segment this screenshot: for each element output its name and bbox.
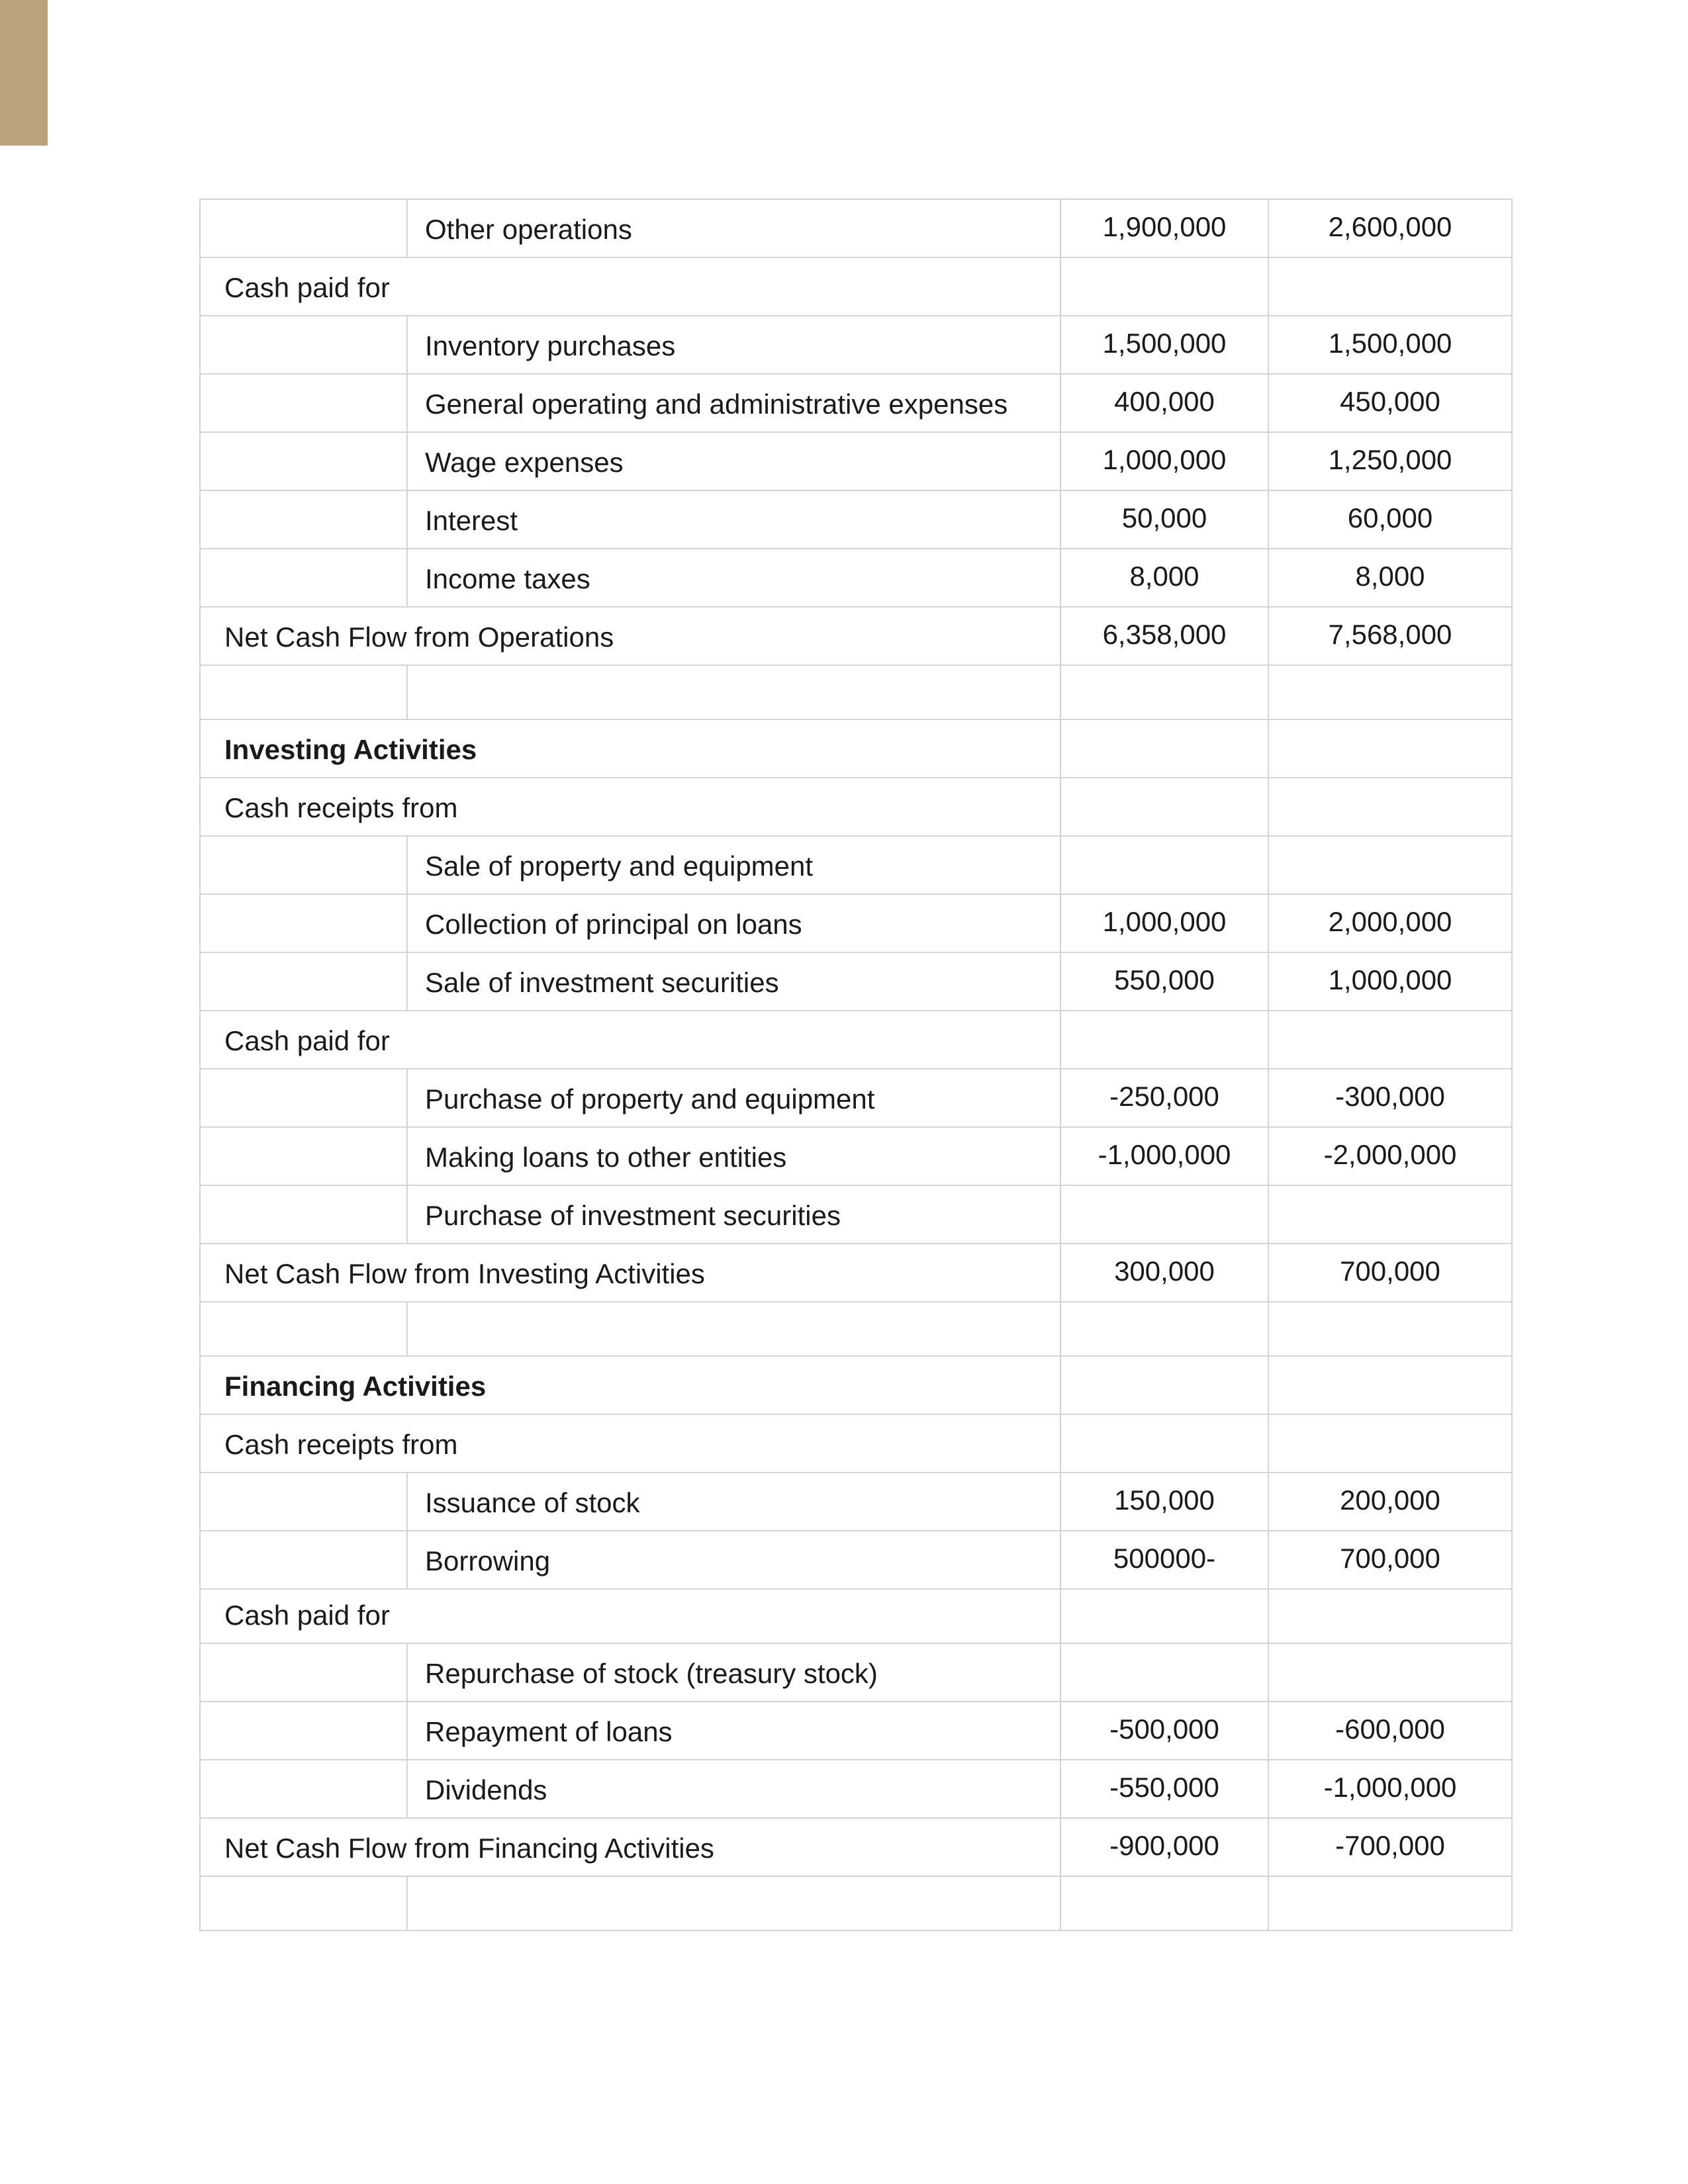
line-item-label: General operating and administrative expenses bbox=[407, 374, 1060, 432]
table-row bbox=[200, 836, 1512, 894]
line-item-label: Sale of investment securities bbox=[407, 952, 1060, 1011]
corner-tab-decoration bbox=[0, 0, 48, 146]
table-row bbox=[200, 778, 1512, 836]
line-item-label: Sale of property and equipment bbox=[407, 836, 1060, 894]
line-item-label: Collection of principal on loans bbox=[407, 894, 1060, 952]
value-col-1: 300,000 bbox=[1060, 1244, 1268, 1302]
table-row bbox=[200, 1011, 1512, 1069]
value-col-1 bbox=[1060, 1356, 1268, 1414]
value-col-1 bbox=[1060, 1643, 1268, 1702]
total-label: Net Cash Flow from Operations bbox=[200, 607, 1060, 665]
table-row bbox=[200, 432, 1512, 490]
value-col-2: 2,600,000 bbox=[1268, 199, 1512, 257]
table-row bbox=[200, 490, 1512, 549]
value-col-2: 200,000 bbox=[1268, 1473, 1512, 1531]
indent-cell bbox=[200, 374, 407, 432]
indent-cell bbox=[200, 1185, 407, 1244]
value-col-1: 500000- bbox=[1060, 1531, 1268, 1589]
indent-cell bbox=[200, 490, 407, 549]
indent-cell bbox=[200, 199, 407, 257]
indent-cell bbox=[200, 316, 407, 374]
table-row bbox=[200, 719, 1512, 778]
indent-cell bbox=[200, 549, 407, 607]
value-col-1 bbox=[1060, 1589, 1268, 1643]
table-row bbox=[200, 1356, 1512, 1414]
value-col-2 bbox=[1268, 1589, 1512, 1643]
group-label: Cash paid for bbox=[200, 257, 1060, 316]
line-item-label: Income taxes bbox=[407, 549, 1060, 607]
group-label: Cash paid for bbox=[200, 1011, 1060, 1069]
blank-cell bbox=[1268, 1876, 1512, 1931]
indent-cell bbox=[200, 1643, 407, 1702]
value-col-2: -700,000 bbox=[1268, 1818, 1512, 1876]
blank-cell bbox=[200, 665, 407, 719]
table-row bbox=[200, 1531, 1512, 1589]
value-col-1 bbox=[1060, 1185, 1268, 1244]
table-row bbox=[200, 1818, 1512, 1876]
table-row bbox=[200, 1589, 1512, 1643]
value-col-2 bbox=[1268, 257, 1512, 316]
value-col-1 bbox=[1060, 257, 1268, 316]
value-col-2: -300,000 bbox=[1268, 1069, 1512, 1127]
value-col-1 bbox=[1060, 1011, 1268, 1069]
value-col-2 bbox=[1268, 1356, 1512, 1414]
value-col-1: 400,000 bbox=[1060, 374, 1268, 432]
line-item-label: Repurchase of stock (treasury stock) bbox=[407, 1643, 1060, 1702]
table-row bbox=[200, 1069, 1512, 1127]
value-col-2: 7,568,000 bbox=[1268, 607, 1512, 665]
section-heading: Investing Activities bbox=[200, 719, 1060, 778]
table-row bbox=[200, 1760, 1512, 1818]
blank-cell bbox=[1060, 1876, 1268, 1931]
value-col-2: -600,000 bbox=[1268, 1702, 1512, 1760]
line-item-label: Inventory purchases bbox=[407, 316, 1060, 374]
table-row bbox=[200, 1414, 1512, 1473]
table-row bbox=[200, 1702, 1512, 1760]
value-col-2: 1,000,000 bbox=[1268, 952, 1512, 1011]
line-item-label: Issuance of stock bbox=[407, 1473, 1060, 1531]
value-col-1: 1,900,000 bbox=[1060, 199, 1268, 257]
line-item-label: Wage expenses bbox=[407, 432, 1060, 490]
value-col-1: 1,000,000 bbox=[1060, 432, 1268, 490]
value-col-2: 1,500,000 bbox=[1268, 316, 1512, 374]
indent-cell bbox=[200, 432, 407, 490]
table-row bbox=[200, 1185, 1512, 1244]
total-label: Net Cash Flow from Financing Activities bbox=[200, 1818, 1060, 1876]
table-row bbox=[200, 1473, 1512, 1531]
table-row bbox=[200, 549, 1512, 607]
indent-cell bbox=[200, 1127, 407, 1185]
indent-cell bbox=[200, 1702, 407, 1760]
indent-cell bbox=[200, 1531, 407, 1589]
blank-cell bbox=[1060, 1302, 1268, 1356]
value-col-2: -2,000,000 bbox=[1268, 1127, 1512, 1185]
indent-cell bbox=[200, 1760, 407, 1818]
value-col-1 bbox=[1060, 719, 1268, 778]
value-col-1: -1,000,000 bbox=[1060, 1127, 1268, 1185]
blank-cell bbox=[200, 1302, 407, 1356]
blank-cell bbox=[407, 1302, 1060, 1356]
table-row bbox=[200, 665, 1512, 719]
value-col-2 bbox=[1268, 1414, 1512, 1473]
group-label: Cash paid for bbox=[200, 1589, 1060, 1643]
table-row bbox=[200, 374, 1512, 432]
indent-cell bbox=[200, 952, 407, 1011]
indent-cell bbox=[200, 894, 407, 952]
value-col-2: 1,250,000 bbox=[1268, 432, 1512, 490]
value-col-1: 150,000 bbox=[1060, 1473, 1268, 1531]
value-col-2: 450,000 bbox=[1268, 374, 1512, 432]
table-row bbox=[200, 1127, 1512, 1185]
line-item-label: Purchase of property and equipment bbox=[407, 1069, 1060, 1127]
blank-cell bbox=[407, 665, 1060, 719]
value-col-2 bbox=[1268, 719, 1512, 778]
table-row bbox=[200, 952, 1512, 1011]
line-item-label: Making loans to other entities bbox=[407, 1127, 1060, 1185]
value-col-1: 550,000 bbox=[1060, 952, 1268, 1011]
value-col-1: 1,000,000 bbox=[1060, 894, 1268, 952]
value-col-1: -550,000 bbox=[1060, 1760, 1268, 1818]
section-heading: Financing Activities bbox=[200, 1356, 1060, 1414]
value-col-2: -1,000,000 bbox=[1268, 1760, 1512, 1818]
table-row bbox=[200, 1302, 1512, 1356]
blank-cell bbox=[1268, 665, 1512, 719]
table-row bbox=[200, 894, 1512, 952]
value-col-2 bbox=[1268, 1643, 1512, 1702]
line-item-label: Dividends bbox=[407, 1760, 1060, 1818]
table-row bbox=[200, 199, 1512, 257]
indent-cell bbox=[200, 1473, 407, 1531]
value-col-1: 1,500,000 bbox=[1060, 316, 1268, 374]
blank-cell bbox=[200, 1876, 407, 1931]
total-label: Net Cash Flow from Investing Activities bbox=[200, 1244, 1060, 1302]
value-col-1: -500,000 bbox=[1060, 1702, 1268, 1760]
table-row bbox=[200, 1244, 1512, 1302]
table-row bbox=[200, 1643, 1512, 1702]
value-col-2 bbox=[1268, 836, 1512, 894]
value-col-2 bbox=[1268, 1185, 1512, 1244]
value-col-2: 2,000,000 bbox=[1268, 894, 1512, 952]
value-col-1 bbox=[1060, 778, 1268, 836]
value-col-1 bbox=[1060, 1414, 1268, 1473]
value-col-1: -900,000 bbox=[1060, 1818, 1268, 1876]
table-row bbox=[200, 1876, 1512, 1931]
value-col-1 bbox=[1060, 836, 1268, 894]
table-row bbox=[200, 316, 1512, 374]
value-col-2 bbox=[1268, 778, 1512, 836]
value-col-2 bbox=[1268, 1011, 1512, 1069]
line-item-label: Purchase of investment securities bbox=[407, 1185, 1060, 1244]
cash-flow-table bbox=[199, 199, 1513, 1931]
blank-cell bbox=[1060, 665, 1268, 719]
group-label: Cash receipts from bbox=[200, 778, 1060, 836]
value-col-1: 6,358,000 bbox=[1060, 607, 1268, 665]
group-label: Cash receipts from bbox=[200, 1414, 1060, 1473]
value-col-1: 8,000 bbox=[1060, 549, 1268, 607]
value-col-1: -250,000 bbox=[1060, 1069, 1268, 1127]
table-row bbox=[200, 257, 1512, 316]
line-item-label: Repayment of loans bbox=[407, 1702, 1060, 1760]
value-col-2: 60,000 bbox=[1268, 490, 1512, 549]
value-col-2: 700,000 bbox=[1268, 1531, 1512, 1589]
line-item-label: Interest bbox=[407, 490, 1060, 549]
line-item-label: Borrowing bbox=[407, 1531, 1060, 1589]
table-row bbox=[200, 607, 1512, 665]
blank-cell bbox=[407, 1876, 1060, 1931]
value-col-2: 8,000 bbox=[1268, 549, 1512, 607]
value-col-1: 50,000 bbox=[1060, 490, 1268, 549]
line-item-label: Other operations bbox=[407, 199, 1060, 257]
value-col-2: 700,000 bbox=[1268, 1244, 1512, 1302]
indent-cell bbox=[200, 1069, 407, 1127]
indent-cell bbox=[200, 836, 407, 894]
blank-cell bbox=[1268, 1302, 1512, 1356]
